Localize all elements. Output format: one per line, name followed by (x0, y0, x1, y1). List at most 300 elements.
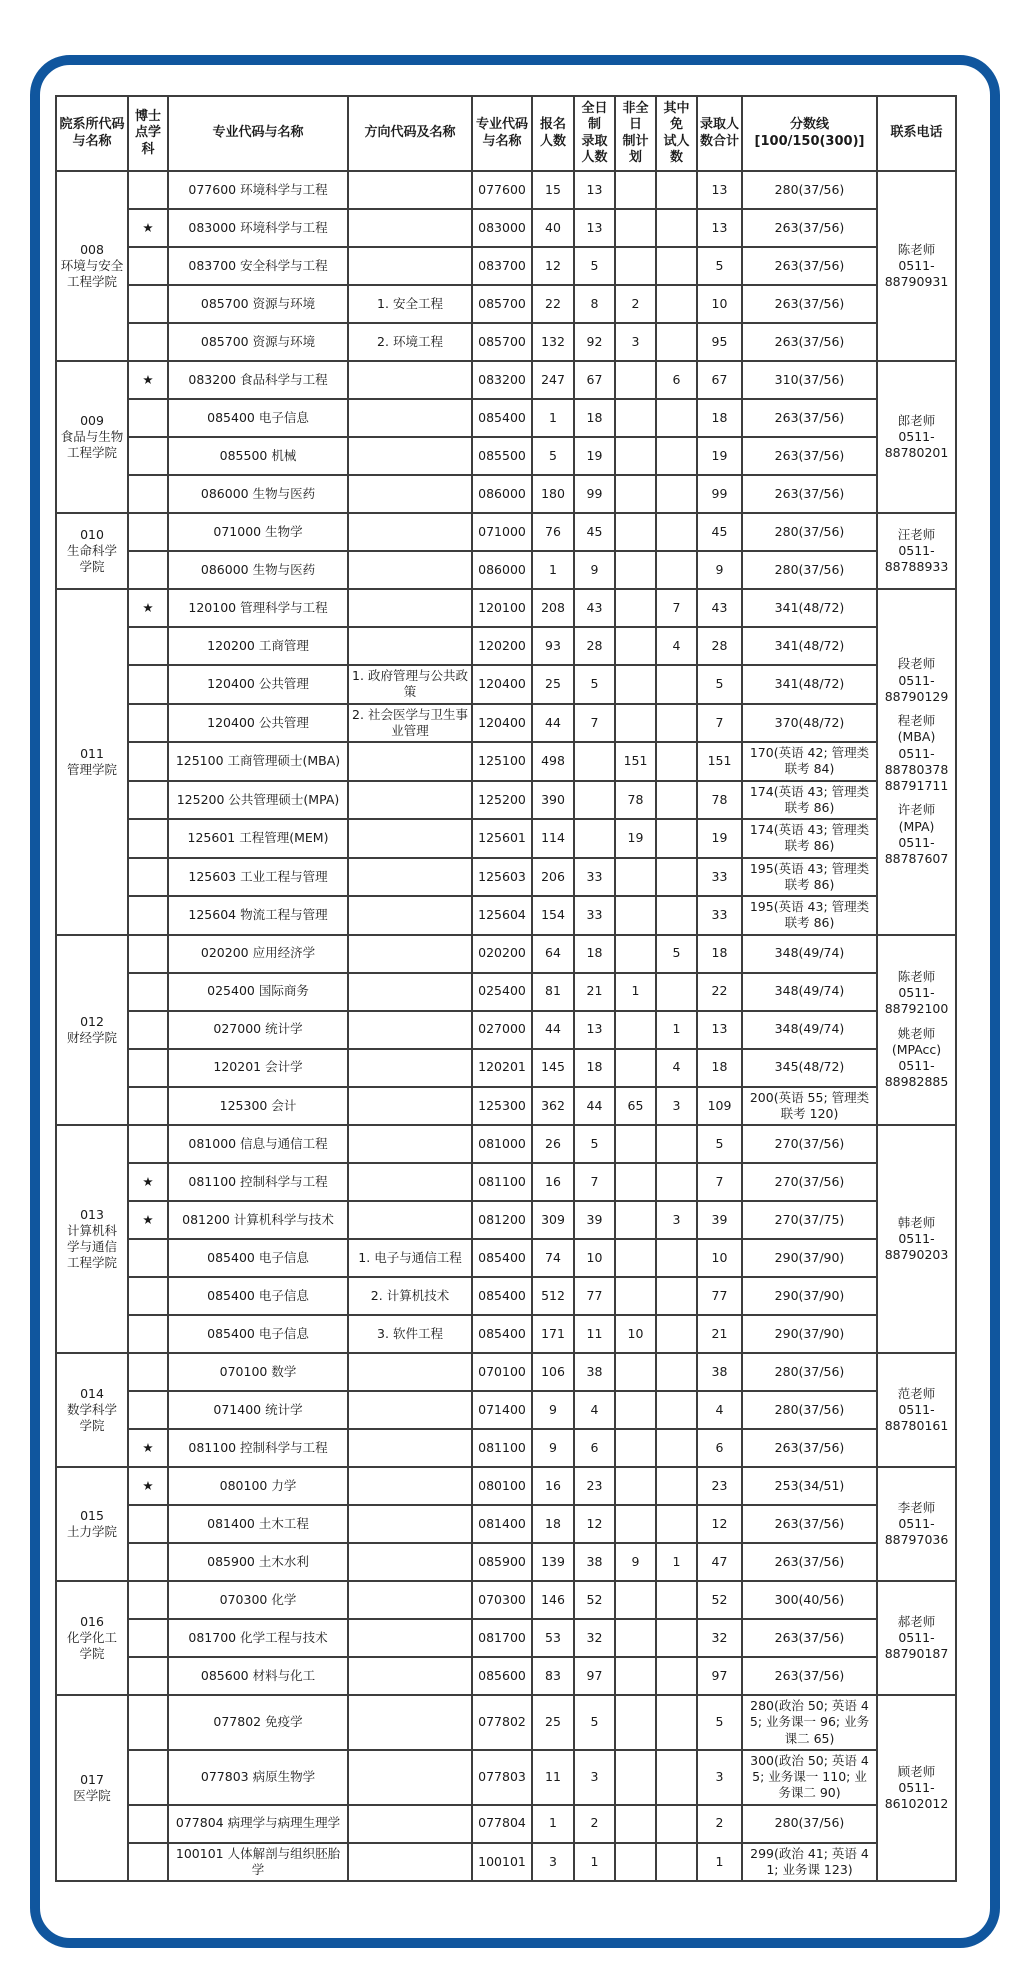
total-admitted-cell: 38 (697, 1353, 742, 1391)
table-row (56, 1315, 956, 1353)
score-line-cell: 310(37/56) (742, 361, 877, 399)
major-cell: 125300 会计 (168, 1087, 348, 1126)
code-cell: 120100 (472, 589, 532, 627)
applied-count-cell: 247 (532, 361, 574, 399)
college-cell: 015 土力学院 (56, 1467, 128, 1581)
major-cell: 120100 管理科学与工程 (168, 589, 348, 627)
header-applied: 报名 人数 (532, 96, 574, 171)
applied-count-cell: 40 (532, 209, 574, 247)
score-line-cell: 270(37/56) (742, 1125, 877, 1163)
score-line-cell: 170(英语 42; 管理类联考 84) (742, 742, 877, 781)
total-admitted-cell: 4 (697, 1391, 742, 1429)
total-admitted-cell: 33 (697, 896, 742, 935)
table-row (56, 513, 956, 551)
score-line-cell: 300(政治 50; 英语 45; 业务课一 110; 业务课二 90) (742, 1750, 877, 1805)
exempt-count-cell (656, 1353, 697, 1391)
exempt-count-cell (656, 247, 697, 285)
applied-count-cell: 25 (532, 1695, 574, 1750)
score-line-cell: 280(37/56) (742, 1805, 877, 1843)
doctoral-star-cell (128, 1619, 168, 1657)
table-row (56, 399, 956, 437)
total-admitted-cell: 5 (697, 1125, 742, 1163)
direction-cell: 2. 社会医学与卫生事业管理 (348, 704, 472, 743)
direction-cell (348, 896, 472, 935)
table-row (56, 1011, 956, 1049)
applied-count-cell: 15 (532, 171, 574, 209)
doctoral-star-cell (128, 323, 168, 361)
table-row (56, 704, 956, 743)
exempt-count-cell (656, 781, 697, 820)
table-row (56, 209, 956, 247)
parttime-plan-cell (615, 1163, 656, 1201)
doctoral-star-cell: ★ (128, 1467, 168, 1505)
applied-count-cell: 1 (532, 399, 574, 437)
contact-cell: 顾老师 0511- 86102012 (877, 1695, 956, 1881)
major-cell: 086000 生物与医药 (168, 475, 348, 513)
major-cell: 080100 力学 (168, 1467, 348, 1505)
major-cell: 085700 资源与环境 (168, 323, 348, 361)
applied-count-cell: 44 (532, 704, 574, 743)
total-admitted-cell: 1 (697, 1843, 742, 1882)
total-admitted-cell: 97 (697, 1657, 742, 1695)
fulltime-admitted-cell (574, 781, 615, 820)
applied-count-cell: 26 (532, 1125, 574, 1163)
direction-cell (348, 361, 472, 399)
applied-count-cell: 180 (532, 475, 574, 513)
header-score: 分数线 [100/150(300)] (742, 96, 877, 171)
doctoral-star-cell (128, 437, 168, 475)
doctoral-star-cell (128, 1843, 168, 1882)
score-line-cell: 341(48/72) (742, 589, 877, 627)
exempt-count-cell (656, 896, 697, 935)
exempt-count-cell: 4 (656, 627, 697, 665)
doctoral-star-cell (128, 171, 168, 209)
doctoral-star-cell (128, 1277, 168, 1315)
score-line-cell: 370(48/72) (742, 704, 877, 743)
code-cell: 120400 (472, 704, 532, 743)
applied-count-cell: 1 (532, 551, 574, 589)
fulltime-admitted-cell: 12 (574, 1505, 615, 1543)
direction-cell (348, 1581, 472, 1619)
direction-cell (348, 627, 472, 665)
applied-count-cell: 390 (532, 781, 574, 820)
applied-count-cell: 53 (532, 1619, 574, 1657)
parttime-plan-cell (615, 1049, 656, 1087)
total-admitted-cell: 77 (697, 1277, 742, 1315)
parttime-plan-cell (615, 1467, 656, 1505)
fulltime-admitted-cell: 1 (574, 1843, 615, 1882)
code-cell: 085900 (472, 1543, 532, 1581)
college-cell: 010 生命科学 学院 (56, 513, 128, 589)
direction-cell (348, 1619, 472, 1657)
exempt-count-cell (656, 704, 697, 743)
direction-cell (348, 781, 472, 820)
doctoral-star-cell (128, 704, 168, 743)
total-admitted-cell: 18 (697, 935, 742, 973)
contact-cell: 汪老师 0511- 88788933 (877, 513, 956, 589)
score-line-cell: 290(37/90) (742, 1315, 877, 1353)
major-cell: 085700 资源与环境 (168, 285, 348, 323)
exempt-count-cell: 3 (656, 1087, 697, 1126)
parttime-plan-cell (615, 1619, 656, 1657)
direction-cell (348, 1543, 472, 1581)
college-cell: 017 医学院 (56, 1695, 128, 1881)
parttime-plan-cell (615, 437, 656, 475)
contact-cell: 郎老师 0511- 88780201 (877, 361, 956, 513)
doctoral-star-cell (128, 285, 168, 323)
applied-count-cell: 106 (532, 1353, 574, 1391)
major-cell: 100101 人体解剖与组织胚胎学 (168, 1843, 348, 1882)
direction-cell: 1. 政府管理与公共政策 (348, 665, 472, 704)
score-line-cell: 290(37/90) (742, 1277, 877, 1315)
table-row (56, 551, 956, 589)
parttime-plan-cell (615, 665, 656, 704)
exempt-count-cell: 1 (656, 1011, 697, 1049)
direction-cell (348, 1695, 472, 1750)
parttime-plan-cell (615, 1125, 656, 1163)
doctoral-star-cell (128, 1657, 168, 1695)
table-row (56, 781, 956, 820)
major-cell: 085600 材料与化工 (168, 1657, 348, 1695)
parttime-plan-cell (615, 247, 656, 285)
exempt-count-cell (656, 1429, 697, 1467)
exempt-count-cell (656, 1657, 697, 1695)
code-cell: 125603 (472, 858, 532, 897)
parttime-plan-cell: 65 (615, 1087, 656, 1126)
code-cell: 025400 (472, 973, 532, 1011)
doctoral-star-cell (128, 1805, 168, 1843)
total-admitted-cell: 5 (697, 247, 742, 285)
exempt-count-cell (656, 973, 697, 1011)
fulltime-admitted-cell: 5 (574, 1695, 615, 1750)
direction-cell: 2. 环境工程 (348, 323, 472, 361)
doctoral-star-cell (128, 1505, 168, 1543)
applied-count-cell: 145 (532, 1049, 574, 1087)
exempt-count-cell: 3 (656, 1201, 697, 1239)
score-line-cell: 300(40/56) (742, 1581, 877, 1619)
header-major: 专业代码与名称 (168, 96, 348, 171)
major-cell: 125603 工业工程与管理 (168, 858, 348, 897)
direction-cell (348, 1805, 472, 1843)
applied-count-cell: 12 (532, 247, 574, 285)
code-cell: 120201 (472, 1049, 532, 1087)
code-cell: 071400 (472, 1391, 532, 1429)
applied-count-cell: 44 (532, 1011, 574, 1049)
applied-count-cell: 146 (532, 1581, 574, 1619)
total-admitted-cell: 13 (697, 209, 742, 247)
total-admitted-cell: 33 (697, 858, 742, 897)
score-line-cell: 263(37/56) (742, 475, 877, 513)
table-row (56, 1429, 956, 1467)
table-row (56, 1467, 956, 1505)
total-admitted-cell: 67 (697, 361, 742, 399)
total-admitted-cell: 43 (697, 589, 742, 627)
parttime-plan-cell: 151 (615, 742, 656, 781)
fulltime-admitted-cell: 9 (574, 551, 615, 589)
contact-cell: 陈老师 0511- 88792100 姚老师 (MPAcc) 0511- 88982885 (877, 935, 956, 1126)
direction-cell (348, 1843, 472, 1882)
parttime-plan-cell (615, 1239, 656, 1277)
total-admitted-cell: 3 (697, 1750, 742, 1805)
total-admitted-cell: 7 (697, 1163, 742, 1201)
parttime-plan-cell (615, 1695, 656, 1750)
applied-count-cell: 22 (532, 285, 574, 323)
parttime-plan-cell: 2 (615, 285, 656, 323)
fulltime-admitted-cell: 6 (574, 1429, 615, 1467)
direction-cell: 3. 软件工程 (348, 1315, 472, 1353)
fulltime-admitted-cell (574, 819, 615, 858)
exempt-count-cell (656, 1843, 697, 1882)
fulltime-admitted-cell: 18 (574, 935, 615, 973)
exempt-count-cell (656, 475, 697, 513)
parttime-plan-cell: 1 (615, 973, 656, 1011)
table-row (56, 1391, 956, 1429)
doctoral-star-cell (128, 475, 168, 513)
direction-cell (348, 858, 472, 897)
doctoral-star-cell (128, 513, 168, 551)
doctoral-star-cell (128, 935, 168, 973)
table-row (56, 973, 956, 1011)
total-admitted-cell: 28 (697, 627, 742, 665)
doctoral-star-cell (128, 781, 168, 820)
direction-cell (348, 1049, 472, 1087)
doctoral-star-cell: ★ (128, 589, 168, 627)
doctoral-star-cell: ★ (128, 209, 168, 247)
total-admitted-cell: 23 (697, 1467, 742, 1505)
code-cell: 081100 (472, 1429, 532, 1467)
exempt-count-cell: 6 (656, 361, 697, 399)
direction-cell (348, 1391, 472, 1429)
code-cell: 081100 (472, 1163, 532, 1201)
fulltime-admitted-cell: 8 (574, 285, 615, 323)
major-cell: 120400 公共管理 (168, 665, 348, 704)
exempt-count-cell (656, 1750, 697, 1805)
score-line-cell: 263(37/56) (742, 323, 877, 361)
major-cell: 125200 公共管理硕士(MPA) (168, 781, 348, 820)
exempt-count-cell (656, 171, 697, 209)
applied-count-cell: 25 (532, 665, 574, 704)
major-cell: 077600 环境科学与工程 (168, 171, 348, 209)
code-cell: 125200 (472, 781, 532, 820)
doctoral-star-cell (128, 1087, 168, 1126)
header-exempt: 其中免 试人数 (656, 96, 697, 171)
code-cell: 077803 (472, 1750, 532, 1805)
parttime-plan-cell (615, 551, 656, 589)
direction-cell (348, 551, 472, 589)
total-admitted-cell: 19 (697, 437, 742, 475)
score-line-cell: 174(英语 43; 管理类联考 86) (742, 781, 877, 820)
major-cell: 081100 控制科学与工程 (168, 1429, 348, 1467)
doctoral-star-cell: ★ (128, 361, 168, 399)
code-cell: 083200 (472, 361, 532, 399)
parttime-plan-cell: 3 (615, 323, 656, 361)
parttime-plan-cell (615, 1011, 656, 1049)
fulltime-admitted-cell: 21 (574, 973, 615, 1011)
major-cell: 085900 土木水利 (168, 1543, 348, 1581)
header-star: 博士 点学 科 (128, 96, 168, 171)
table-row (56, 1805, 956, 1843)
fulltime-admitted-cell: 33 (574, 858, 615, 897)
score-line-cell: 290(37/90) (742, 1239, 877, 1277)
table-row (56, 1505, 956, 1543)
doctoral-star-cell (128, 1581, 168, 1619)
major-cell: 085400 电子信息 (168, 1239, 348, 1277)
code-cell: 020200 (472, 935, 532, 973)
doctoral-star-cell (128, 247, 168, 285)
doctoral-star-cell (128, 1011, 168, 1049)
parttime-plan-cell (615, 1201, 656, 1239)
code-cell: 085600 (472, 1657, 532, 1695)
table-header-row (56, 96, 956, 171)
score-line-cell: 195(英语 43; 管理类联考 86) (742, 858, 877, 897)
total-admitted-cell: 18 (697, 1049, 742, 1087)
parttime-plan-cell (615, 1750, 656, 1805)
exempt-count-cell (656, 551, 697, 589)
score-line-cell: 341(48/72) (742, 665, 877, 704)
direction-cell (348, 1750, 472, 1805)
table-row (56, 1695, 956, 1750)
code-cell: 125604 (472, 896, 532, 935)
applied-count-cell: 81 (532, 973, 574, 1011)
applied-count-cell: 206 (532, 858, 574, 897)
major-cell: 086000 生物与医药 (168, 551, 348, 589)
doctoral-star-cell (128, 742, 168, 781)
total-admitted-cell: 109 (697, 1087, 742, 1126)
college-cell: 009 食品与生物 工程学院 (56, 361, 128, 513)
exempt-count-cell (656, 1695, 697, 1750)
table-row (56, 1049, 956, 1087)
code-cell: 125601 (472, 819, 532, 858)
code-cell: 077600 (472, 171, 532, 209)
parttime-plan-cell (615, 896, 656, 935)
direction-cell (348, 1087, 472, 1126)
parttime-plan-cell: 9 (615, 1543, 656, 1581)
code-cell: 085700 (472, 285, 532, 323)
major-cell: 085500 机械 (168, 437, 348, 475)
exempt-count-cell (656, 323, 697, 361)
parttime-plan-cell (615, 1353, 656, 1391)
table-row (56, 171, 956, 209)
college-cell: 013 计算机科 学与通信 工程学院 (56, 1125, 128, 1353)
exempt-count-cell (656, 1581, 697, 1619)
doctoral-star-cell (128, 627, 168, 665)
direction-cell: 2. 计算机技术 (348, 1277, 472, 1315)
contact-cell: 段老师 0511- 88790129 程老师 (MBA) 0511- 88780378 88791711 许老师 (MPA) 0511- 88787607 (877, 589, 956, 935)
code-cell: 027000 (472, 1011, 532, 1049)
fulltime-admitted-cell: 13 (574, 171, 615, 209)
table-row (56, 627, 956, 665)
table-row (56, 285, 956, 323)
parttime-plan-cell (615, 1391, 656, 1429)
parttime-plan-cell (615, 627, 656, 665)
direction-cell (348, 935, 472, 973)
total-admitted-cell: 52 (697, 1581, 742, 1619)
direction-cell (348, 1163, 472, 1201)
parttime-plan-cell (615, 209, 656, 247)
exempt-count-cell: 1 (656, 1543, 697, 1581)
applied-count-cell: 16 (532, 1467, 574, 1505)
direction-cell (348, 209, 472, 247)
code-cell: 086000 (472, 551, 532, 589)
header-total: 录取人 数合计 (697, 96, 742, 171)
score-line-cell: 263(37/56) (742, 1505, 877, 1543)
score-line-cell: 270(37/56) (742, 1163, 877, 1201)
applied-count-cell: 154 (532, 896, 574, 935)
table-row (56, 1353, 956, 1391)
header-code: 专业代码 与名称 (472, 96, 532, 171)
table-row (56, 1581, 956, 1619)
fulltime-admitted-cell: 19 (574, 437, 615, 475)
admissions-table (55, 95, 957, 1882)
college-cell: 012 财经学院 (56, 935, 128, 1126)
parttime-plan-cell: 78 (615, 781, 656, 820)
total-admitted-cell: 22 (697, 973, 742, 1011)
table-row (56, 1619, 956, 1657)
exempt-count-cell (656, 1239, 697, 1277)
doctoral-star-cell (128, 1315, 168, 1353)
fulltime-admitted-cell: 92 (574, 323, 615, 361)
fulltime-admitted-cell: 7 (574, 704, 615, 743)
fulltime-admitted-cell: 38 (574, 1543, 615, 1581)
code-cell: 120200 (472, 627, 532, 665)
fulltime-admitted-cell: 39 (574, 1201, 615, 1239)
exempt-count-cell (656, 1277, 697, 1315)
direction-cell: 1. 电子与通信工程 (348, 1239, 472, 1277)
parttime-plan-cell (615, 704, 656, 743)
major-cell: 070300 化学 (168, 1581, 348, 1619)
code-cell: 070100 (472, 1353, 532, 1391)
major-cell: 071000 生物学 (168, 513, 348, 551)
parttime-plan-cell (615, 935, 656, 973)
doctoral-star-cell (128, 1391, 168, 1429)
exempt-count-cell (656, 1805, 697, 1843)
major-cell: 077802 免疫学 (168, 1695, 348, 1750)
table-row (56, 589, 956, 627)
header-direction: 方向代码及名称 (348, 96, 472, 171)
code-cell: 086000 (472, 475, 532, 513)
major-cell: 077803 病原生物学 (168, 1750, 348, 1805)
code-cell: 081200 (472, 1201, 532, 1239)
exempt-count-cell (656, 513, 697, 551)
table-row (56, 247, 956, 285)
score-line-cell: 348(49/74) (742, 973, 877, 1011)
code-cell: 080100 (472, 1467, 532, 1505)
code-cell: 081000 (472, 1125, 532, 1163)
fulltime-admitted-cell: 5 (574, 665, 615, 704)
fulltime-admitted-cell: 38 (574, 1353, 615, 1391)
fulltime-admitted-cell: 23 (574, 1467, 615, 1505)
score-line-cell: 341(48/72) (742, 627, 877, 665)
total-admitted-cell: 12 (697, 1505, 742, 1543)
table-row (56, 1201, 956, 1239)
applied-count-cell: 93 (532, 627, 574, 665)
direction-cell (348, 1125, 472, 1163)
major-cell: 070100 数学 (168, 1353, 348, 1391)
direction-cell (348, 1505, 472, 1543)
major-cell: 085400 电子信息 (168, 1315, 348, 1353)
direction-cell (348, 1657, 472, 1695)
parttime-plan-cell (615, 1581, 656, 1619)
fulltime-admitted-cell: 18 (574, 1049, 615, 1087)
major-cell: 085400 电子信息 (168, 1277, 348, 1315)
doctoral-star-cell (128, 858, 168, 897)
total-admitted-cell: 47 (697, 1543, 742, 1581)
score-line-cell: 299(政治 41; 英语 41; 业务课 123) (742, 1843, 877, 1882)
table-row (56, 1239, 956, 1277)
applied-count-cell: 74 (532, 1239, 574, 1277)
applied-count-cell: 3 (532, 1843, 574, 1882)
code-cell: 083000 (472, 209, 532, 247)
